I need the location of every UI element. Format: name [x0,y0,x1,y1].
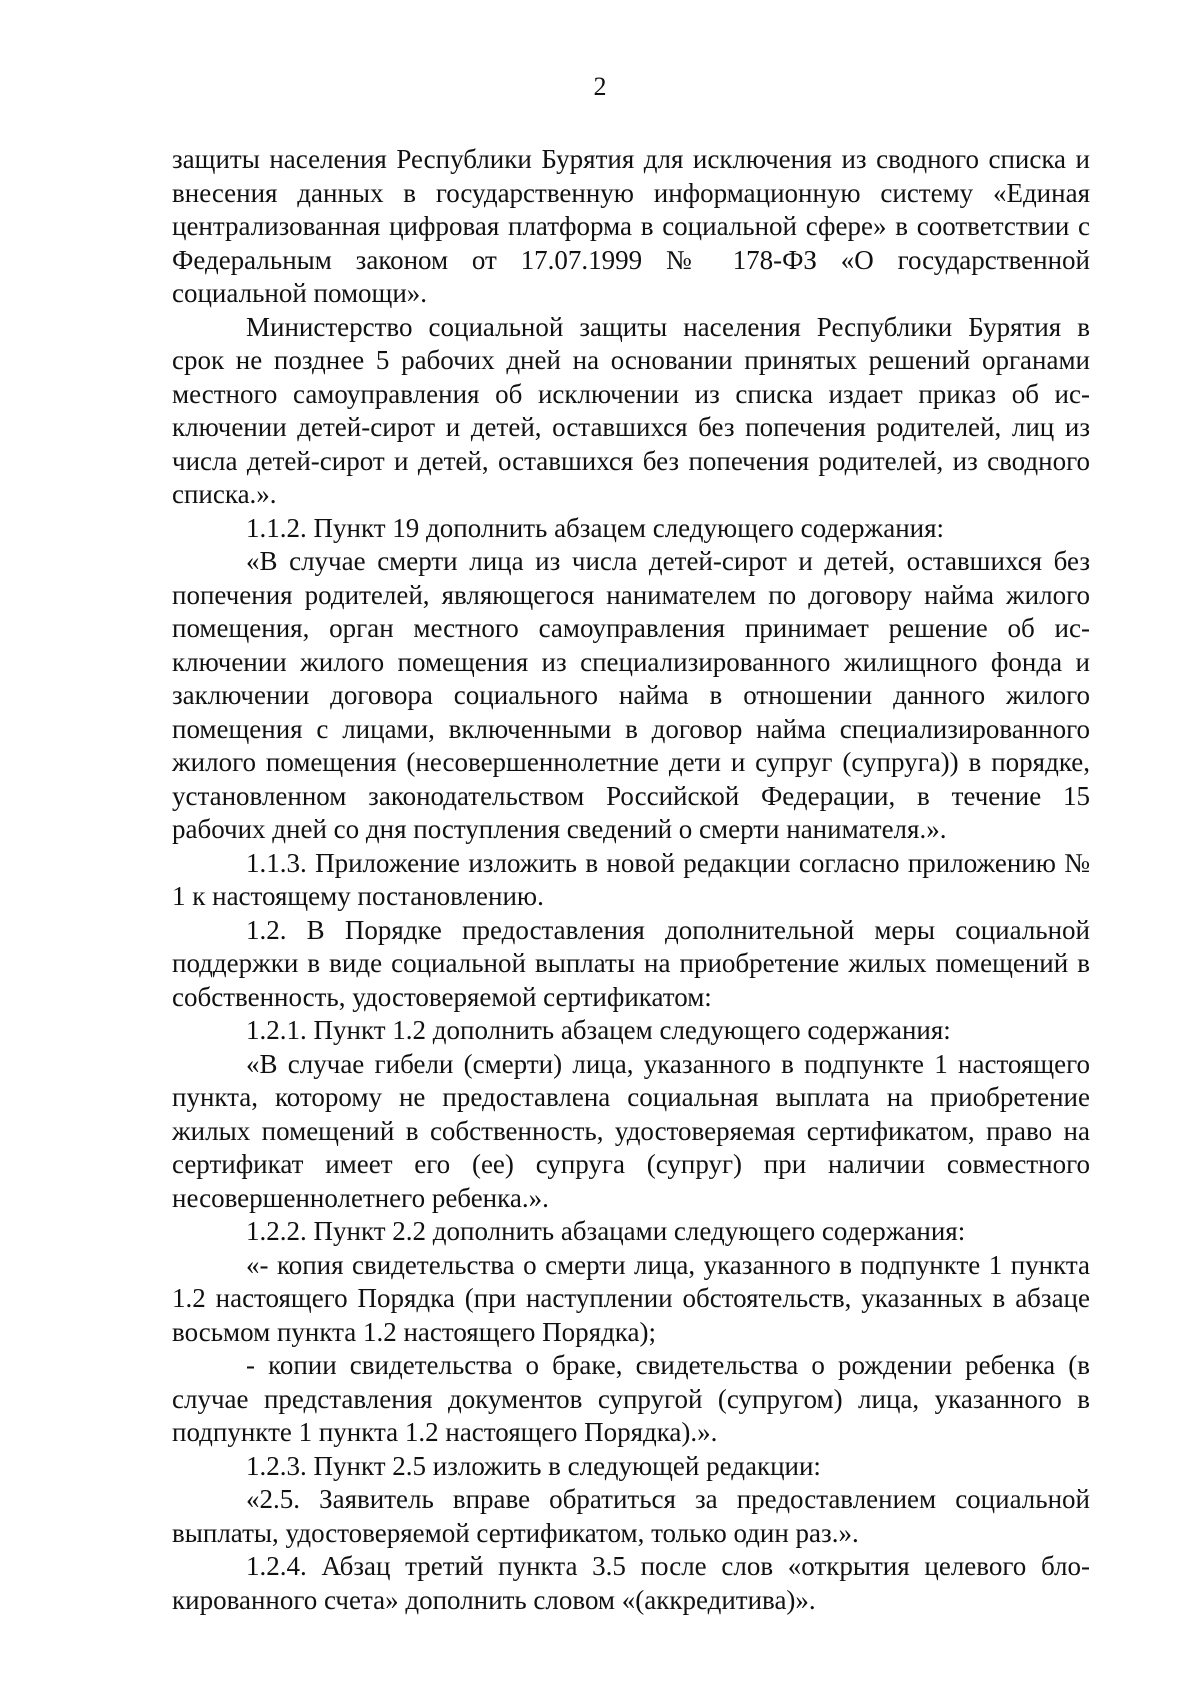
paragraph-1-2: 1.2. В Порядке предоставления дополнительной меры социальной поддержки в виде социальной выплаты на приобретение жилых помещений в собственность, удостоверяемой сертификатом: [172,914,1090,1012]
paragraph-ministry-order: Министерство социальной защиты населения Республики Бурятия в срок не позднее 5 рабочих дней на основании принятых решений органами местного самоуправления об исключении из списка издает приказ об исключении детей-сирот и детей, оставшихся без попечения родителей, лиц из числа детей-сирот и детей, оставшихся без попечения родителей, из сводного списка.». [172,311,1090,509]
paragraph-continuation: защиты населения Республики Бурятия для исключения из сводного списка и внесения данных в государственную информационную систему «Единая централизованная цифровая платформа в социальной сфере» в соответствии с Федеральным законом от 17.07.1999 № 178-ФЗ «О государственной социальной помощи». [172,144,1090,308]
paragraph-1-2-1: 1.2.1. Пункт 1.2 дополнить абзацем следующего содержания: [246,1015,951,1045]
paragraph-marriage-certificate-copy: - копии свидетельства о браке, свидетельства о рождении ребенка (в случае представления документов супругой (супругом) лица, указанного в подпункте 1 пункта 1.2 настоящего Порядка).». [172,1350,1090,1447]
page-number: 2 [593,72,607,101]
paragraph-2-5: «2.5. Заявитель вправе обратиться за предоставлением социальной выплаты, удостоверяемой сертификатом, только один раз.». [172,1484,1090,1548]
paragraph-death-of-tenant: «В случае смерти лица из числа детей-сирот и детей, оставшихся без попечения родителей, являющегося нанимателем по договору найма жилого помещения, орган местного самоуправления принимает решение об исключении жилого помещения из специализированного жилищного фонда и заключении договора социального найма в отношении данного жилого помещения с лицами, включенными в договор найма специализированного жилого помещения (несовершеннолетние дети и супруг (супруга)) в порядке, установленном законодательством Российской Федерации, в течение 15 рабочих дней со дня поступления сведений о смерти нанимателя.». [172,546,1090,844]
paragraph-1-2-3: 1.2.3. Пункт 2.5 изложить в следующей редакции: [246,1450,821,1481]
paragraph-certificate-right: «В случае гибели (смерти) лица, указанного в подпункте 1 настоящего пункта, которому не предоставлена социальная выплата на приобретение жилых помещений в собственность, удостоверяемая сертификатом, право на сертификат имеет его (ее) супруга (супруг) при наличии совместного несовершеннолетнего ребенка.». [172,1048,1090,1213]
paragraph-1-1-3: 1.1.3. Приложение изложить в новой редакции согласно приложению № 1 к настоящему постановлению. [172,847,1090,911]
document-body [172,143,1090,1617]
paragraph-1-2-2: 1.2.2. Пункт 2.2 дополнить абзацами следующего содержания: [246,1216,966,1246]
paragraph-death-certificate-copy: «- копия свидетельства о смерти лица, указанного в подпункте 1 пункта 1.2 настоящего Порядка (при наступлении обстоятельств, указанных в абзаце восьмом пункта 1.2 настоящего Порядка); [172,1249,1090,1347]
paragraph-1-1-2: 1.1.2. Пункт 19 дополнить абзацем следующего содержания: [246,512,945,543]
paragraph-1-2-4: 1.2.4. Абзац третий пункта 3.5 после слов «открытия целевого блокированного счета» дополнить словом «(аккредитива)». [172,1551,1090,1615]
